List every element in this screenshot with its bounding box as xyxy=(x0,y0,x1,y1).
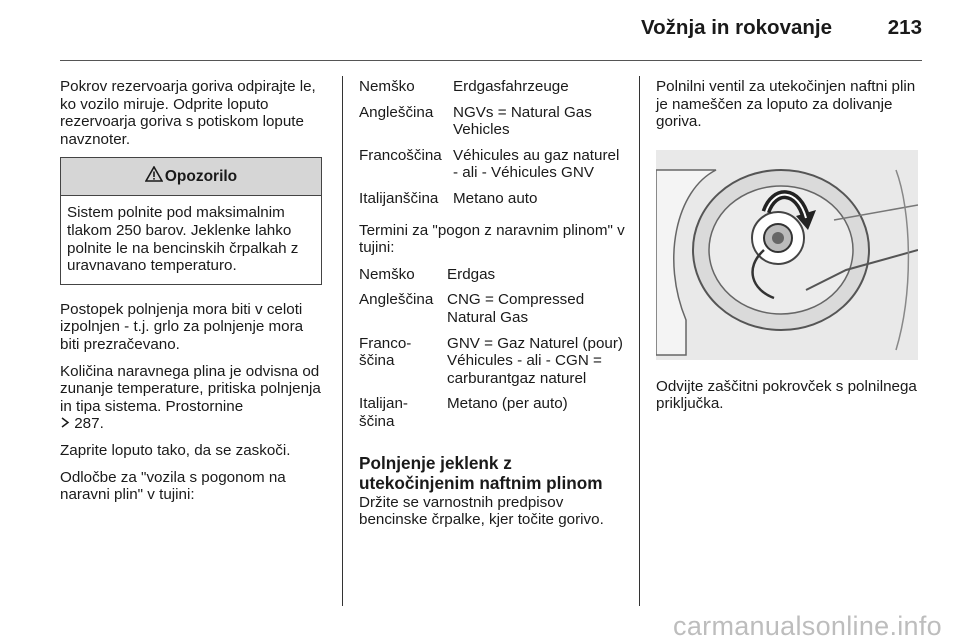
table-cell-term: Metano auto xyxy=(453,189,538,207)
column-divider-1 xyxy=(342,76,343,606)
filler-flap-illustration xyxy=(656,150,918,360)
warning-header xyxy=(61,158,321,196)
page-number: 213 xyxy=(887,16,922,39)
table-cell-term: GNV = Gaz Naturel (pour) Véhicules - ali - CGN = carburantgaz naturel xyxy=(447,334,623,387)
table-cell-language: Franco-ščina xyxy=(359,334,412,370)
table-cell-language: Angleščina xyxy=(359,291,434,309)
page-reference[interactable]: 287. xyxy=(74,415,104,433)
warning-title: Opozorilo xyxy=(164,168,238,186)
paragraph: Postopek polnjenja mora biti v celoti izpolnjen - t.j. grlo za polnjenje mora biti prezračevano. xyxy=(60,300,304,353)
column-2 xyxy=(359,78,627,538)
table-cell-language: Angleščina xyxy=(359,103,434,121)
table-cell-language: Nemško xyxy=(359,78,415,95)
section-heading: Polnjenje jeklenk z utekočinjenim naftnim plinom xyxy=(359,452,603,493)
column-divider-2 xyxy=(639,76,640,606)
warning-body: Sistem polnite pod maksimalnim tlakom 250 barov. Jeklenke lahko polnite le na bencinskih črpalkah z uravnavano temperaturo. xyxy=(67,204,299,275)
table-row xyxy=(359,291,627,326)
table-row xyxy=(359,190,627,208)
terms-table-vehicles xyxy=(359,78,627,208)
warning-triangle-icon xyxy=(145,159,163,196)
column-3 xyxy=(656,78,922,422)
table-cell-term: CNG = Compressed Natural Gas xyxy=(447,291,585,326)
table-cell-language: Italijan-ščina xyxy=(359,395,408,430)
warning-box xyxy=(60,157,322,284)
table-row xyxy=(359,335,627,388)
watermark: carmanualsonline.info xyxy=(673,611,942,641)
paragraph: Zaprite loputo tako, da se zaskoči. xyxy=(60,441,291,459)
table-cell-term: Metano (per auto) xyxy=(447,395,568,413)
paragraph: Držite se varnostnih predpisov bencinske črpalke, kjer točite gorivo. xyxy=(359,493,604,529)
table-row xyxy=(359,104,627,139)
page-reference-arrow-icon xyxy=(60,415,70,433)
paragraph: Termini za "pogon z naravnim plinom" v tujini: xyxy=(359,221,625,257)
terms-table-fuel xyxy=(359,266,627,431)
table-cell-language: Italijanščina xyxy=(359,189,439,207)
paragraph: Količina naravnega plina je odvisna od zunanje temperature, pritiska polnjenja in tipa sistema. Prostornine 287. xyxy=(60,362,321,433)
paragraph: Odvijte zaščitni pokrovček s polnilnega priključka. xyxy=(656,377,917,413)
table-cell-language: Francoščina xyxy=(359,146,442,164)
table-cell-term: Erdgas xyxy=(447,265,496,283)
paragraph: Polnilni ventil za utekočinjen naftni plin je nameščen za loputo za dolivanje goriva. xyxy=(656,78,916,131)
table-row xyxy=(359,395,627,430)
table-cell-term: NGVs = Natural Gas Vehicles xyxy=(453,103,592,139)
table-cell-term: Erdgasfahrzeuge xyxy=(453,78,569,95)
header-rule xyxy=(60,60,922,61)
page-header-title: Vožnja in rokovanje xyxy=(641,16,832,39)
table-row xyxy=(359,266,627,284)
table-cell-language: Nemško xyxy=(359,265,415,283)
table-row xyxy=(359,147,627,182)
paragraph: Odločbe za "vozila s pogonom na naravni plin" v tujini: xyxy=(60,468,286,504)
table-cell-term: Véhicules au gaz naturel - ali - Véhicules GNV xyxy=(453,146,620,182)
table-row xyxy=(359,78,627,96)
column-1 xyxy=(60,78,322,513)
paragraph: Pokrov rezervoarja goriva odpirajte le, ko vozilo miruje. Odprite loputo rezervoarja goriva s potiskom lopute navznoter. xyxy=(60,78,316,148)
